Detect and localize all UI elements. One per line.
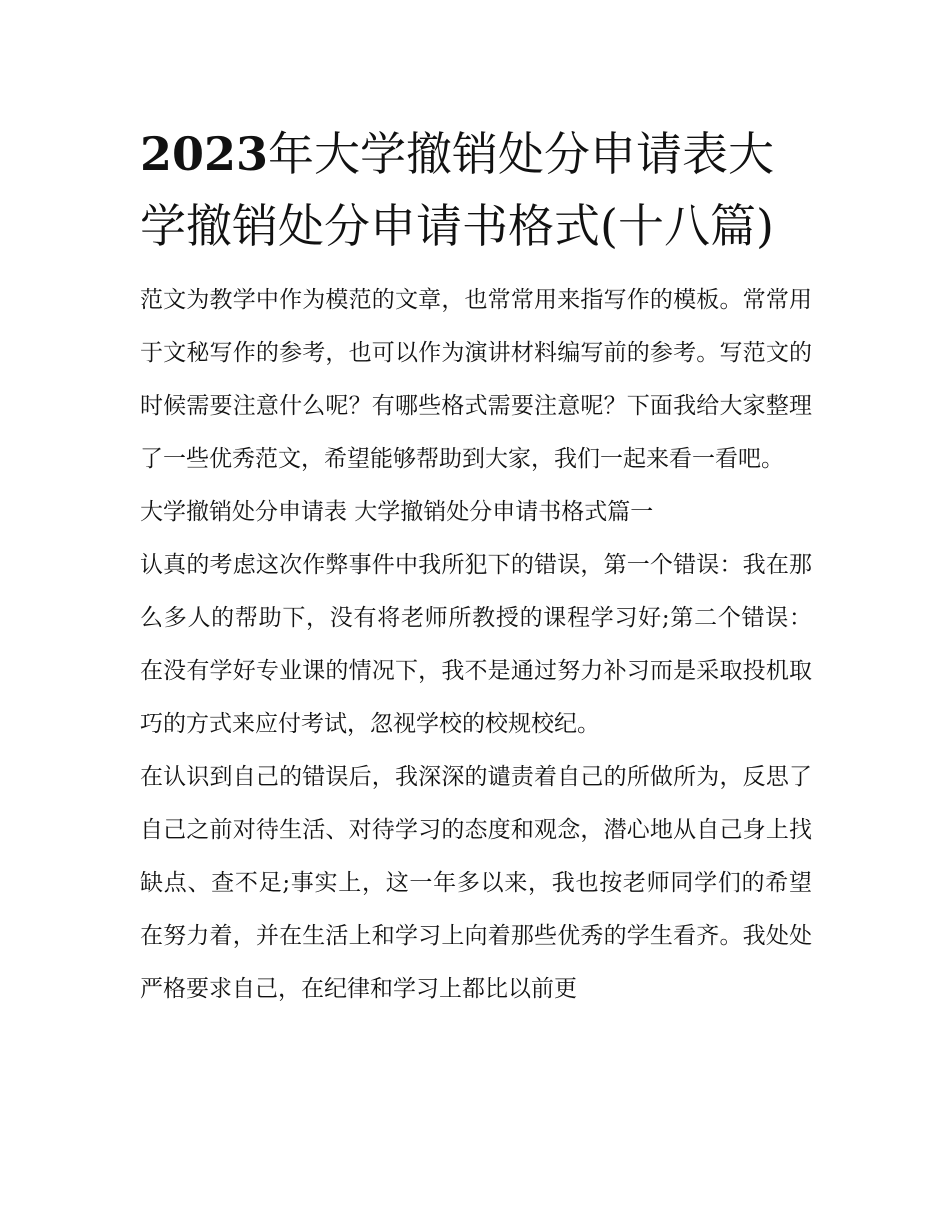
title-year: 2023 — [140, 127, 269, 181]
document-page — [140, 118, 812, 1016]
title-text: 年大学撤销处分申请表大学撤销处分申请书格式(十八篇) — [140, 127, 775, 253]
document-title — [140, 118, 812, 262]
body-paragraph-2: 在认识到自己的错误后，我深深的谴责着自己的所做所为，反思了自己之前对待生活、对待学习的态度和观念，潜心地从自己身上找缺点、查不足;事实上，这一年多以来，我也按老师同学们的希望在努力着，并在生活上和学习上向着那些优秀的学生看齐。我处处严格要求自己，在纪律和学习上都比以前更 — [140, 764, 812, 1002]
intro-paragraph: 范文为教学中作为模范的文章，也常常用来指写作的模板。常常用于文秘写作的参考，也可以作为演讲材料编写前的参考。写范文的时候需要注意什么呢？有哪些格式需要注意呢？下面我给大家整理了一些优秀范文，希望能够帮助到大家，我们一起来看一看吧。 — [140, 287, 812, 472]
body-paragraph-1: 认真的考虑这次作弊事件中我所犯下的错误，第一个错误：我在那么多人的帮助下，没有将老师所教授的课程学习好;第二个错误：在没有学好专业课的情况下，我不是通过努力补习而是采取投机取巧的方式来应付考试，忽视学校的校规校纪。 — [140, 552, 812, 737]
section-heading: 大学撤销处分申请表 大学撤销处分申请书格式篇一 — [140, 499, 654, 525]
